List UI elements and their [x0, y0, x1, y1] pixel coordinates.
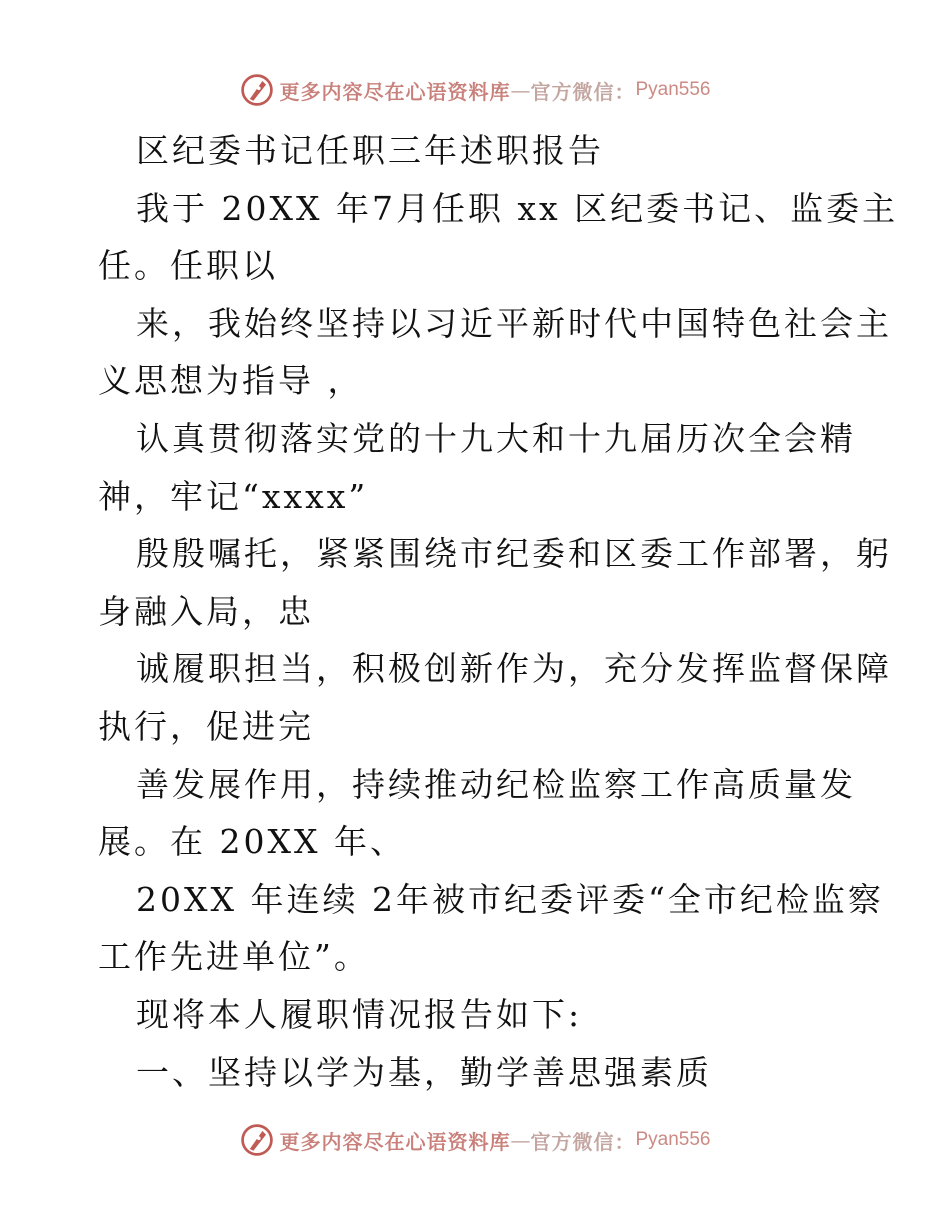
banner-main-text: 更多内容尽在心语资料库 — [279, 1129, 511, 1154]
header-watermark-banner — [0, 70, 950, 110]
banner-wechat-label: 官方微信： — [530, 1129, 636, 1154]
document-line: 展。在 20XX 年、 — [98, 822, 406, 862]
banner-dash: — — [510, 78, 531, 102]
document-line: 身融入局，忠 — [98, 591, 314, 631]
banner-wechat-label: 官方微信： — [530, 79, 636, 104]
document-line: 义思想为指导 ， — [98, 361, 364, 401]
document-line: 我于 20XX 年7月任职 xx 区纪委书记、监委主 — [136, 188, 899, 228]
document-line: 殷殷嘱托，紧紧围绕市纪委和区委工作部署，躬 — [136, 534, 892, 574]
document-line: 认真贯彻落实党的十九大和十九届历次全会精 — [136, 418, 856, 458]
document-line: 诚履职担当，积极创新作为，充分发挥监督保障 — [136, 649, 892, 689]
document-line: 任。任职以 — [98, 246, 278, 286]
section-heading: 一、坚持以学为基，勤学善思强素质 — [136, 1052, 712, 1092]
document-line: 工作先进单位”。 — [98, 937, 370, 977]
document-line: 现将本人履职情况报告如下: — [136, 994, 583, 1034]
document-line: 神，牢记“xxxx” — [98, 476, 369, 516]
document-body — [98, 122, 899, 1101]
banner-dash: — — [510, 1128, 531, 1152]
footer-watermark-banner — [0, 1120, 950, 1160]
document-line: 来，我始终坚持以习近平新时代中国特色社会主 — [136, 303, 892, 343]
document-line: 善发展作用，持续推动纪检监察工作高质量发 — [136, 764, 856, 804]
pen-nib-logo-icon — [239, 72, 275, 108]
banner-main-text: 更多内容尽在心语资料库 — [279, 79, 511, 104]
pen-nib-logo-icon — [239, 1122, 275, 1158]
document-title: 区纪委书记任职三年述职报告 — [136, 131, 604, 170]
document-line: 执行，促进完 — [98, 706, 314, 746]
banner-wechat-id: Pyan556 — [635, 79, 711, 100]
document-line: 20XX 年连续 2年被市纪委评委“全市纪检监察 — [136, 879, 884, 919]
banner-wechat-id: Pyan556 — [635, 1129, 711, 1150]
